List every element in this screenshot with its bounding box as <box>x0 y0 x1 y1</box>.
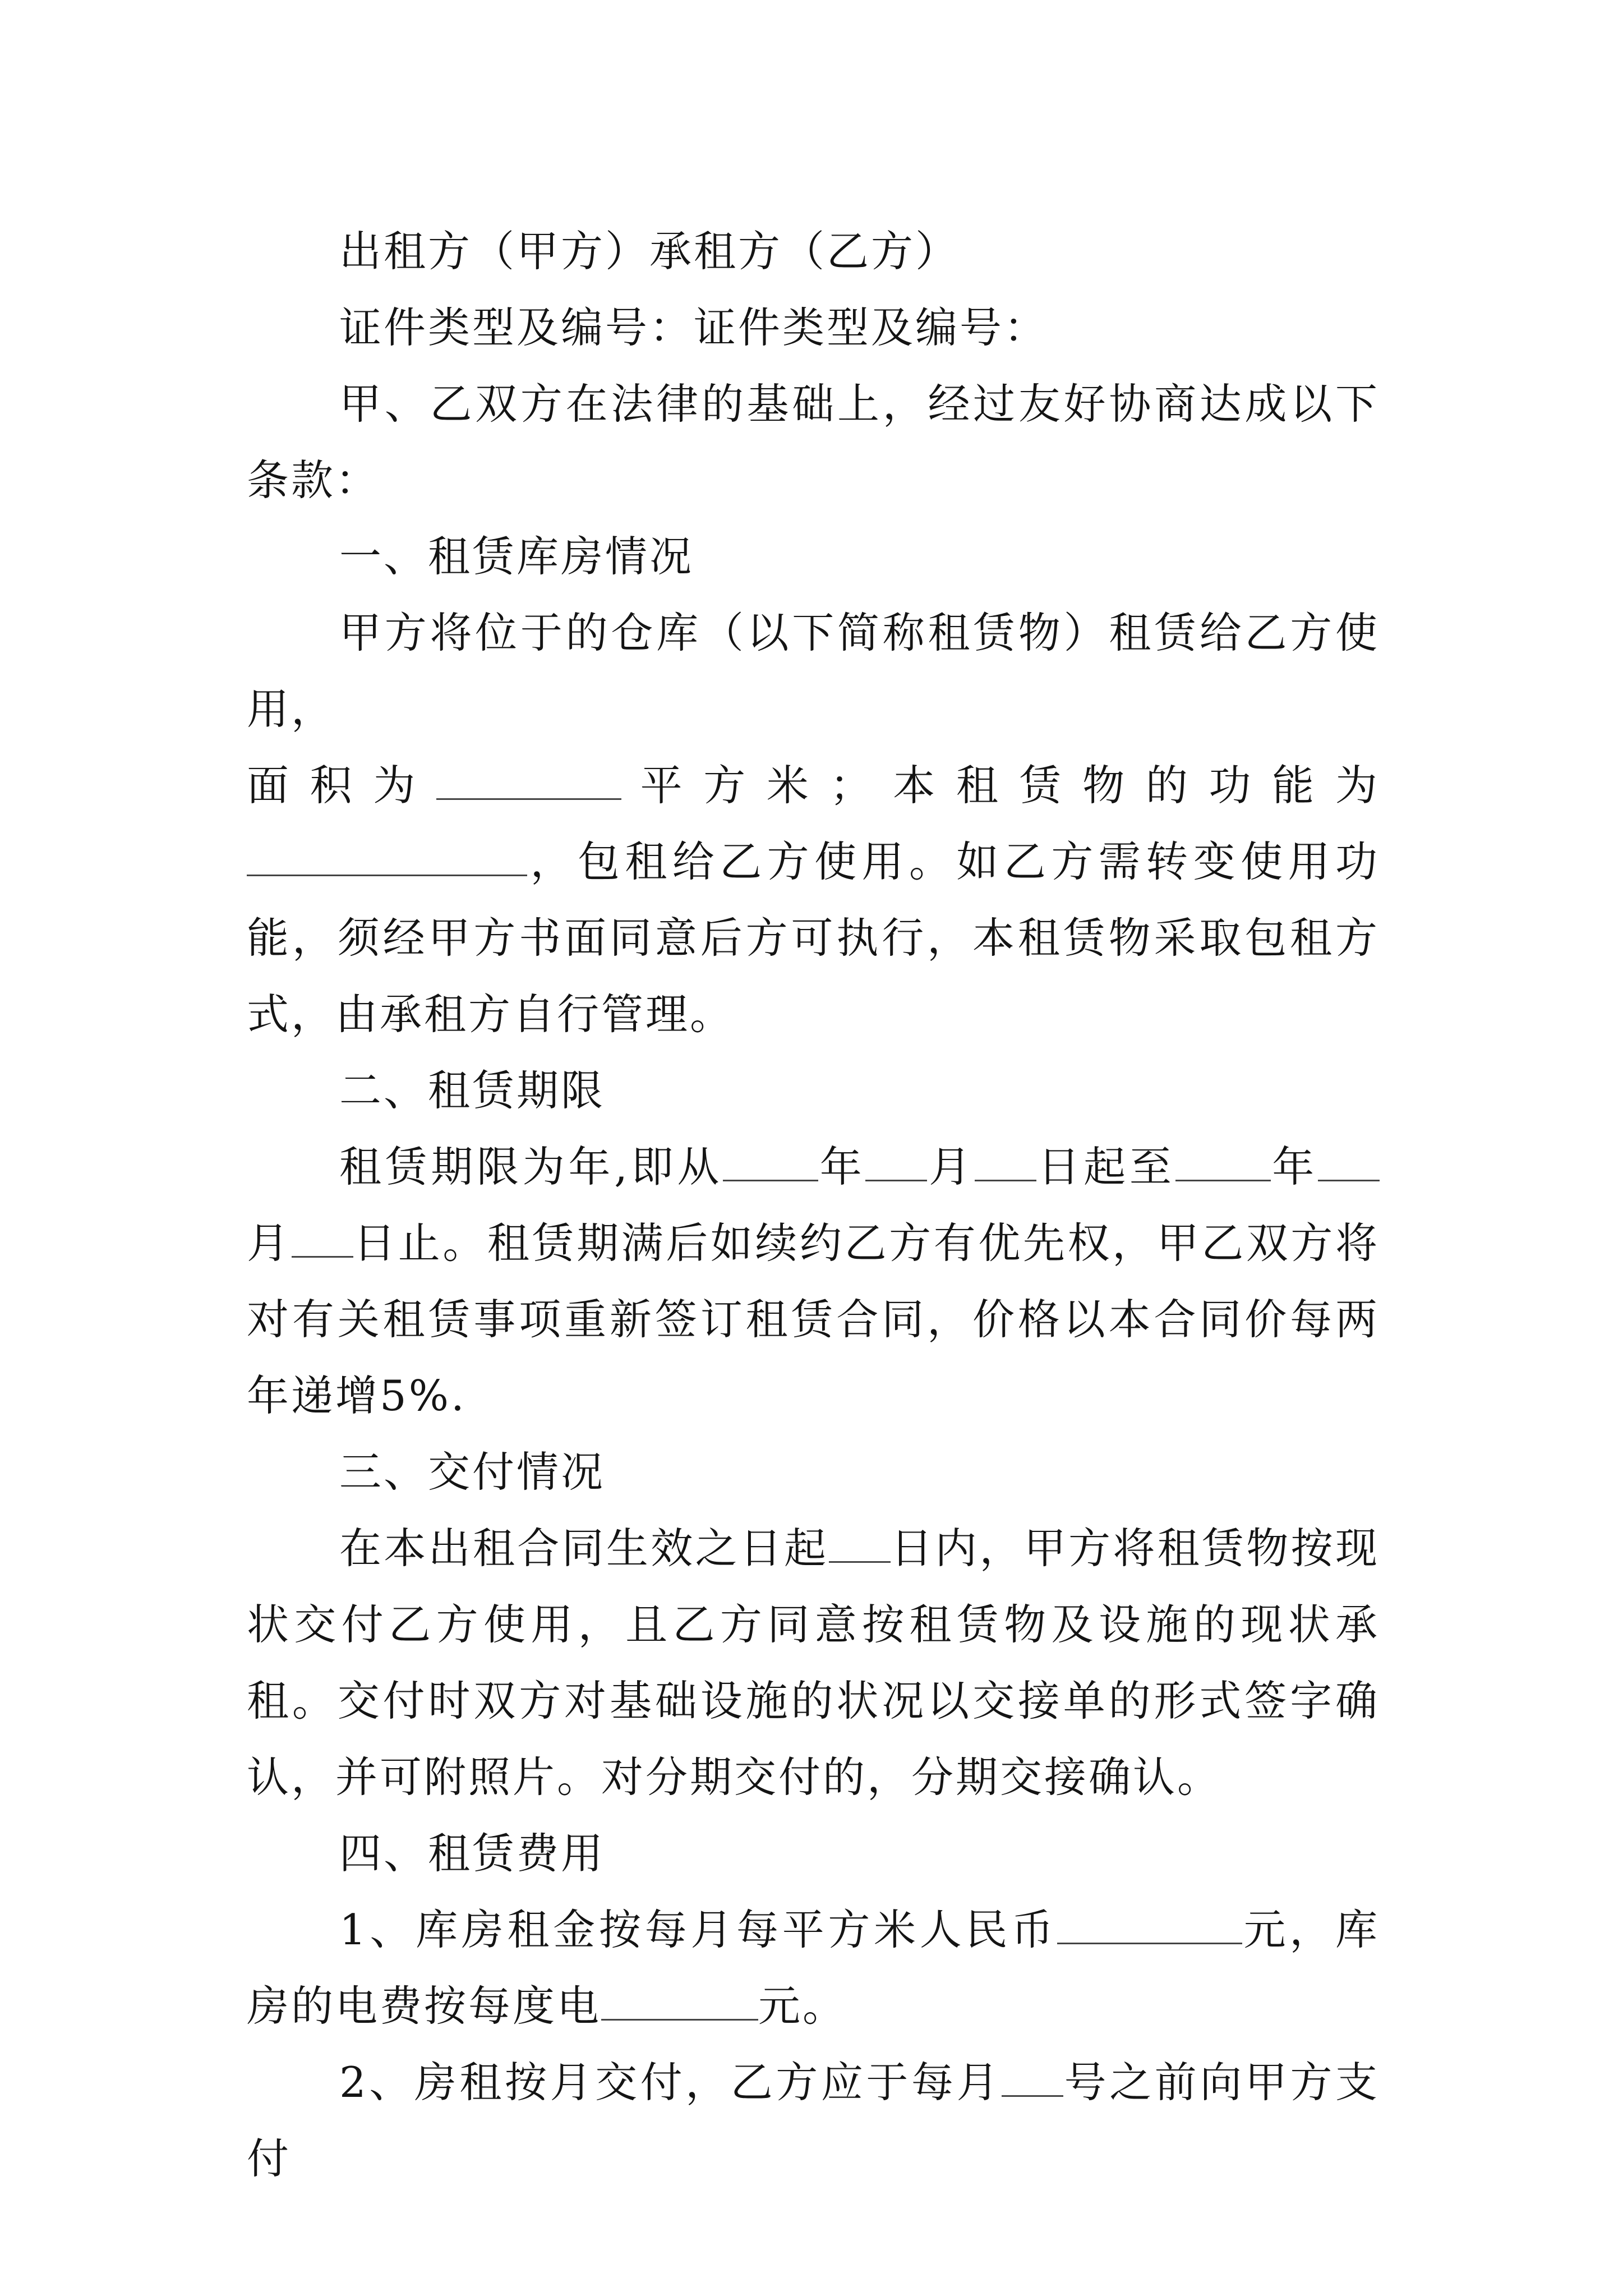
start-day-blank[interactable] <box>975 1143 1036 1181</box>
start-year-blank[interactable] <box>723 1143 818 1181</box>
area-char: 平 <box>640 761 685 810</box>
end-day-blank[interactable] <box>292 1219 353 1258</box>
contract-body <box>247 213 1380 2197</box>
area-char: 为 <box>1335 761 1380 810</box>
area-char: 租 <box>956 761 1000 810</box>
rent-text-a: 1、库房租金按每月每平方米人民币 <box>339 1905 1057 1954</box>
start-month-blank[interactable] <box>865 1143 927 1181</box>
area-char: ； <box>829 761 874 810</box>
area-char: 面 <box>247 761 292 810</box>
section-1-area-line <box>247 747 1380 823</box>
area-char: 本 <box>893 761 938 810</box>
year-label: 年 <box>818 1142 866 1191</box>
section-1-paragraph-cont <box>247 823 1380 1052</box>
area-char: 能 <box>1272 761 1317 810</box>
rent-text-b: 元，库房的电费按每度电 <box>247 1905 1380 2031</box>
area-char: 米 <box>766 761 811 810</box>
rent-per-sqm-blank[interactable] <box>1057 1906 1242 1944</box>
area-char: 方 <box>703 761 748 810</box>
electricity-price-blank[interactable] <box>601 1982 758 2021</box>
section-3-text-1: 在本出租合同生效之日起 <box>339 1524 829 1573</box>
function-blank[interactable] <box>247 838 527 876</box>
payment-text-a: 2、房租按月交付，乙方应于每月 <box>339 2058 1002 2107</box>
area-char: 为 <box>373 761 418 810</box>
parties-line: 出租方（甲方）承租方（乙方） <box>339 227 960 276</box>
delivery-days-blank[interactable] <box>829 1524 891 1563</box>
section-4-item-1 <box>247 1892 1380 2044</box>
section-1-text-a: 甲方将位于的仓库（以下简称租赁物）租赁给乙方使用， <box>247 608 1380 734</box>
id-info-line: 证件类型及编号：证件类型及编号： <box>339 303 1049 352</box>
section-2-text-1: 租赁期限为年,即从 <box>339 1142 723 1191</box>
section-1-heading: 一、租赁库房情况 <box>339 532 694 581</box>
day-from-label: 日起至 <box>1036 1142 1175 1191</box>
year-label: 年 <box>1270 1142 1318 1191</box>
payment-text-b: 号之前向甲方支付 <box>247 2058 1380 2183</box>
area-char: 功 <box>1209 761 1253 810</box>
area-char: 积 <box>310 761 354 810</box>
section-4-item-2 <box>247 2044 1380 2197</box>
area-char: 物 <box>1082 761 1127 810</box>
month-label: 月 <box>247 1218 292 1268</box>
section-2-text-end: 日止。租赁期满后如续约乙方有优先权，甲乙双方将对有关租赁事项重新签订租赁合同，价格以本合同价每两年递增5%. <box>247 1218 1380 1420</box>
payment-day-blank[interactable] <box>1002 2058 1063 2097</box>
month-label: 月 <box>927 1142 975 1191</box>
section-1-paragraph <box>247 595 1380 747</box>
end-month-blank[interactable] <box>1318 1143 1380 1181</box>
section-4-heading: 四、租赁费用 <box>339 1829 606 1878</box>
section-1-text-b: ，包租给乙方使用。如乙方需转变使用功能，须经甲方书面同意后方可执行，本租赁物采取包租方式，由承租方自行管理。 <box>247 837 1380 1039</box>
rent-text-c: 元。 <box>758 1981 847 2031</box>
section-3-paragraph <box>247 1510 1380 1815</box>
area-char: 的 <box>1145 761 1190 810</box>
section-3-heading: 三、交付情况 <box>339 1447 606 1497</box>
area-blank[interactable] <box>436 761 621 800</box>
end-year-blank[interactable] <box>1175 1143 1271 1181</box>
section-3-text-2: 日内，甲方将租赁物按现状交付乙方使用，且乙方同意按租赁物及设施的现状承租。交付时双方对基础设施的状况以交接单的形式签字确认，并可附照片。对分期交付的，分期交接确认。 <box>247 1524 1380 1802</box>
section-2-heading: 二、租赁期限 <box>339 1066 606 1115</box>
area-char: 赁 <box>1019 761 1064 810</box>
intro-paragraph: 甲、乙双方在法律的基础上，经过友好协商达成以下条款： <box>247 379 1380 505</box>
section-2-paragraph <box>247 1129 1380 1434</box>
